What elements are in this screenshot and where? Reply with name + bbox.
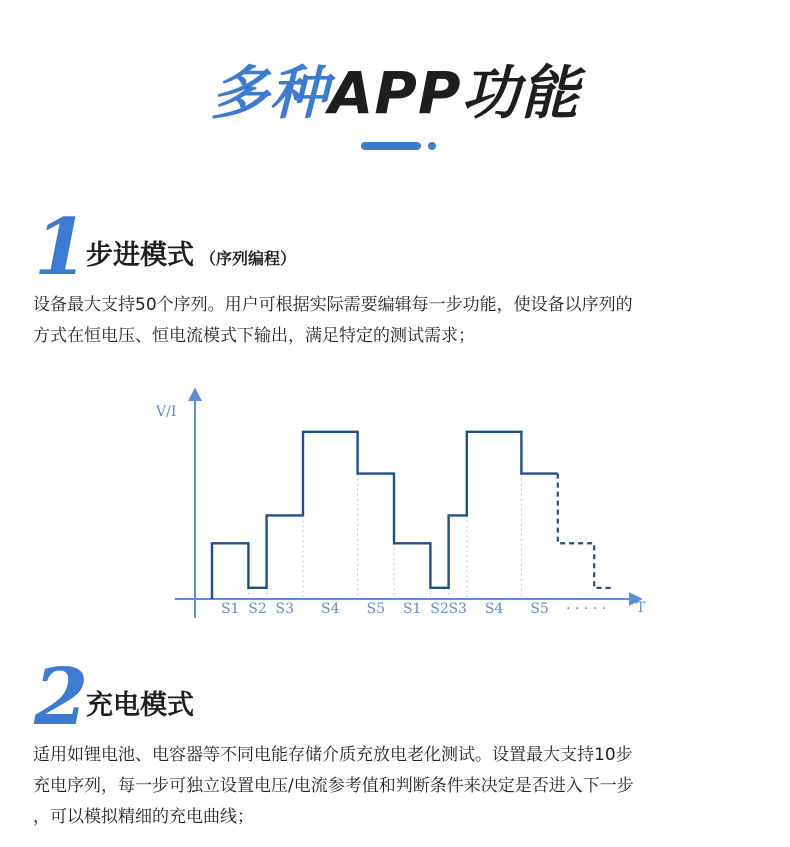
step-label: S3 <box>275 601 295 617</box>
section-heading-text: 充电模式 <box>86 690 194 721</box>
step-labels <box>221 601 549 617</box>
sequence-waveform <box>212 432 558 599</box>
page-title-part2: APP功能 <box>328 59 580 127</box>
section-heading-text: 步进模式 <box>86 240 194 271</box>
description-line: 设备最大支持50个序列。用户可根据实际需要编辑每一步功能，使设备以序列的 <box>33 295 633 315</box>
step-label: S2 <box>430 601 449 617</box>
section-description-step-mode <box>33 290 763 352</box>
step-label: S5 <box>530 601 549 617</box>
step-label: S5 <box>366 601 386 617</box>
step-label: S2 <box>248 601 267 617</box>
section-number-2: 2 <box>34 652 89 743</box>
section-heading-step-mode <box>86 238 296 277</box>
step-label: S4 <box>484 601 504 617</box>
step-separators <box>248 474 521 599</box>
step-label: S4 <box>321 601 340 617</box>
step-label: S1 <box>220 601 240 617</box>
step-label: S1 <box>402 601 422 617</box>
title-underline-dot <box>428 142 436 150</box>
page-title-part1: 多种 <box>210 59 329 127</box>
section-heading-charge-mode <box>86 688 194 724</box>
section-description-charge-mode <box>33 740 763 833</box>
section-number-1: 1 <box>34 202 89 293</box>
sequence-waveform-continuation <box>558 474 613 588</box>
description-line: 适用如锂电池、电容器等不同电能存储介质充放电老化测试。设置最大支持10步 <box>33 745 633 765</box>
page-title <box>0 58 790 128</box>
section-subheading: （序列编程） <box>200 249 297 268</box>
y-axis-label: V/I <box>156 404 177 420</box>
sequence-chart <box>150 382 650 622</box>
description-line: 充电序列，每一步可独立设置电压/电流参考值和判断条件来决定是否进入下一步 <box>33 776 634 796</box>
x-axis-tail-dots: · · · · · <box>566 601 607 617</box>
description-line: ，可以模拟精细的充电曲线； <box>33 807 254 827</box>
title-underline-bar <box>361 142 421 150</box>
x-axis-label: T <box>636 600 646 616</box>
description-line: 方式在恒电压、恒电流模式下输出，满足特定的测试需求； <box>33 326 475 346</box>
step-label: S3 <box>448 601 467 617</box>
